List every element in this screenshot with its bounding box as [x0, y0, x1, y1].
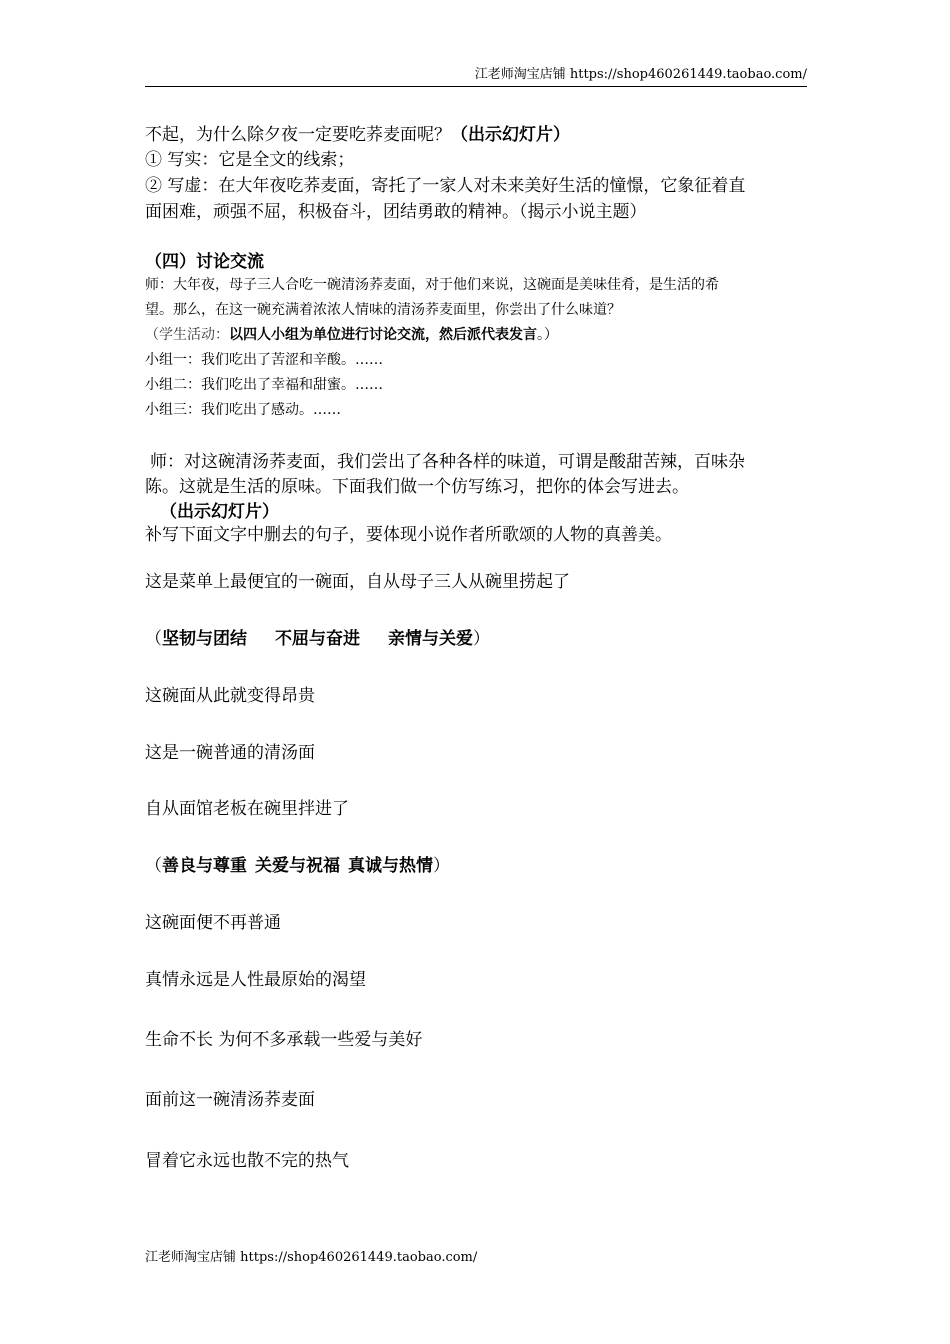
intro-line-4: 面困难，顽强不屈，积极奋斗，团结勇敢的精神。（揭示小说主题） [145, 202, 647, 222]
slide-label: （出示幻灯片） [160, 502, 279, 522]
section-heading: （四）讨论交流 [145, 252, 264, 272]
options-2 [145, 854, 450, 878]
activity-suffix: 。） [537, 327, 558, 343]
instruction: 补写下面文字中删去的句子，要体现小说作者所歌颂的人物的真善美。 [145, 525, 672, 545]
option-1-c: 亲情与关爱 [388, 629, 473, 649]
poem-line-3: 这是一碗普通的清汤面 [145, 743, 315, 763]
poem-line-8: 面前这一碗清汤荞麦面 [145, 1090, 315, 1110]
poem-line-7: 生命不长 为何不多承载一些爱与美好 [145, 1030, 423, 1050]
activity-prefix: （学生活动： [145, 327, 229, 343]
poem-line-6: 真情永远是人性最原始的渴望 [145, 970, 366, 990]
poem-line-4: 自从面馆老板在碗里拌进了 [145, 799, 349, 819]
option-1-a: 坚韧与团结 [162, 629, 247, 649]
option-2-b: 关爱与祝福 [255, 856, 340, 876]
intro-line-1-text: 不起，为什么除夕夜一定要吃荞麦面呢？ [145, 125, 451, 145]
group-3: 小组三：我们吃出了感动。…… [145, 402, 341, 418]
options-2-close: ） [433, 856, 450, 876]
options-2-open: （ [145, 856, 162, 876]
options-1-close: ） [473, 629, 490, 649]
footer-text: 江老师淘宝店铺 https://shop460261449.taobao.com/ [145, 1250, 478, 1265]
poem-line-5: 这碗面便不再普通 [145, 913, 281, 933]
student-activity [145, 325, 558, 345]
options-1-open: （ [145, 629, 162, 649]
poem-line-2: 这碗面从此就变得昂贵 [145, 686, 315, 706]
option-1-b: 不屈与奋进 [275, 629, 360, 649]
group-2: 小组二：我们吃出了幸福和甜蜜。…… [145, 377, 383, 393]
options-1 [145, 627, 490, 651]
header-text: 江老师淘宝店铺 https://shop460261449.taobao.com/ [474, 67, 807, 82]
poem-line-1: 这是菜单上最便宜的一碗面，自从母子三人从碗里捞起了 [145, 572, 570, 592]
intro-slide-label: （出示幻灯片） [451, 125, 570, 145]
teacher-line-1: 师：大年夜，母子三人合吃一碗清汤荞麦面，对于他们来说，这碗面是美味佳肴，是生活的希 [145, 277, 719, 293]
page-footer [145, 1249, 477, 1267]
activity-bold: 以四人小组为单位进行讨论交流，然后派代表发言 [229, 327, 537, 343]
poem-line-9: 冒着它永远也散不完的热气 [145, 1151, 349, 1171]
summary-line-2: 陈。这就是生活的原味。下面我们做一个仿写练习，把你的体会写进去。 [145, 477, 689, 497]
option-2-a: 善良与尊重 [162, 856, 247, 876]
intro-line-3: ② 写虚：在大年夜吃荞麦面，寄托了一家人对未来美好生活的憧憬，它象征着直 [145, 176, 746, 196]
group-1: 小组一：我们吃出了苦涩和辛酸。…… [145, 352, 383, 368]
intro-line-1 [145, 123, 570, 147]
intro-line-2: ① 写实：它是全文的线索； [145, 150, 355, 170]
summary-line-1: 师：对这碗清汤荞麦面，我们尝出了各种各样的味道，可谓是酸甜苦辣，百味杂 [150, 452, 745, 472]
option-2-c: 真诚与热情 [348, 856, 433, 876]
page-header [145, 66, 807, 87]
teacher-line-2: 望。那么，在这一碗充满着浓浓人情味的清汤荞麦面里，你尝出了什么味道？ [145, 302, 621, 318]
